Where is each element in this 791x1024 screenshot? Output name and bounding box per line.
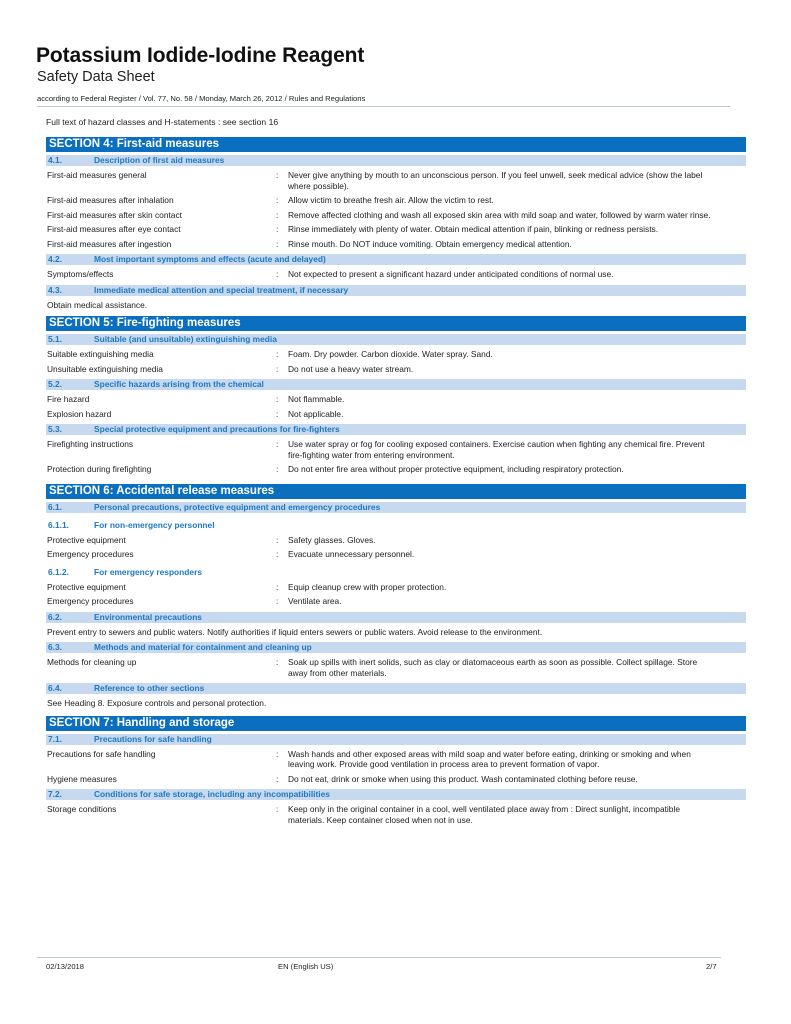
rows-5-2: [46, 394, 746, 419]
subsection-6-2-heading: [46, 612, 746, 623]
field-label: Protection during firefighting: [47, 464, 152, 474]
field-separator: :: [276, 195, 279, 205]
field-row: [46, 774, 746, 785]
field-separator: :: [276, 349, 279, 359]
field-value: Rinse mouth. Do NOT induce vomiting. Obtain emergency medical attention.: [288, 238, 572, 249]
field-separator: :: [276, 581, 279, 592]
field-row: [46, 657, 746, 678]
subsection-6-1-1-heading: [46, 519, 746, 531]
field-separator: :: [276, 439, 279, 449]
field-separator: :: [276, 224, 279, 234]
field-label: Emergency procedures: [47, 549, 134, 559]
footer-divider: [37, 957, 721, 958]
field-label: First-aid measures after skin contact: [47, 209, 182, 220]
field-separator: :: [276, 394, 279, 404]
header-divider: [37, 106, 730, 107]
field-separator: :: [276, 534, 279, 545]
subsection-title: Environmental precautions: [94, 611, 202, 622]
field-value: Evacuate unnecessary personnel.: [288, 549, 415, 559]
subsection-title: Precautions for safe handling: [94, 733, 212, 744]
field-value: Allow victim to breathe fresh air. Allow the victim to rest.: [288, 195, 494, 205]
subsection-number: 5.2.: [48, 379, 62, 389]
field-separator: :: [276, 363, 279, 374]
subsection-number: 4.3.: [48, 284, 62, 295]
field-label: Storage conditions: [47, 804, 117, 814]
field-label: Unsuitable extinguishing media: [47, 363, 163, 374]
field-value: Never give anything by mouth to an unconscious person. If you feel unwell, seek medical advice (show the label where possible).: [288, 170, 703, 191]
field-value: Rinse immediately with plenty of water. Obtain medical attention if pain, blinking or redness persists.: [288, 224, 659, 234]
document-title: Potassium Iodide-Iodine Reagent: [36, 44, 365, 67]
subsection-number: 6.1.1.: [48, 519, 69, 530]
subsection-6-4-heading: [46, 683, 746, 694]
field-label: First-aid measures general: [47, 170, 147, 180]
field-row: [46, 549, 746, 560]
field-separator: :: [276, 170, 279, 180]
field-value: Keep only in the original container in a cool, well ventilated place away from : Direct sunlight, incompatible materials. Keep container closed when not in use.: [288, 804, 680, 825]
field-label: Emergency procedures: [47, 596, 134, 606]
subsection-5-2-heading: [46, 379, 746, 390]
field-label: Suitable extinguishing media: [47, 349, 154, 359]
subsection-number: 6.2.: [48, 611, 62, 622]
field-row: [46, 464, 746, 475]
field-separator: :: [276, 238, 279, 249]
subsection-4-3-heading: [46, 285, 746, 296]
section-5-heading: SECTION 5: Fire-fighting measures: [46, 316, 746, 331]
field-label: Explosion hazard: [47, 408, 112, 419]
subsection-4-1-heading: [46, 155, 746, 166]
subsection-number: 6.1.: [48, 501, 62, 512]
subsection-7-2-heading: [46, 789, 746, 800]
subsection-5-3-heading: [46, 424, 746, 435]
field-value: Remove affected clothing and wash all exposed skin area with mild soap and water, followed by warm water rinse.: [288, 209, 711, 220]
field-separator: :: [276, 773, 279, 784]
field-label: Protective equipment: [47, 534, 126, 545]
field-separator: :: [276, 596, 279, 606]
subsection-title: Reference to other sections: [94, 683, 205, 693]
subsection-6-1-heading: [46, 502, 746, 513]
field-row: [46, 349, 746, 360]
field-value: Use water spray or fog for cooling exposed containers. Exercise caution when fighting any chemical fire. Prevent fire-fighting water from entering environment.: [288, 439, 705, 460]
rows-4-2: [46, 269, 746, 280]
field-value: Not applicable.: [288, 408, 344, 419]
field-label: Protective equipment: [47, 581, 126, 592]
subsection-title: For emergency responders: [94, 566, 202, 577]
paragraph-6-2: Prevent entry to sewers and public waters. Notify authorities if liquid enters sewers or public waters. Avoid release to the environment.: [47, 626, 543, 637]
rows-6-1-2: [46, 582, 746, 607]
field-row: [46, 364, 746, 375]
subsection-number: 5.3.: [48, 424, 62, 434]
subsection-title: Personal precautions, protective equipment and emergency procedures: [94, 501, 381, 512]
subsection-number: 7.2.: [48, 789, 62, 799]
field-label: Methods for cleaning up: [47, 657, 137, 667]
subsection-6-1-2-heading: [46, 566, 746, 578]
subsection-title: Special protective equipment and precautions for fire-fighters: [94, 424, 340, 434]
subsection-title: Methods and material for containment and cleaning up: [94, 642, 312, 652]
field-label: Precautions for safe handling: [47, 748, 156, 759]
section-6-heading: SECTION 6: Accidental release measures: [46, 484, 746, 499]
field-label: Fire hazard: [47, 394, 90, 404]
subsection-4-2-heading: [46, 254, 746, 265]
footer-page-number: 2/7: [706, 962, 717, 971]
rows-6-1-1: [46, 535, 746, 560]
field-separator: :: [276, 657, 279, 667]
field-row: [46, 596, 746, 607]
subsection-number: 6.4.: [48, 683, 62, 693]
rows-5-1: [46, 349, 746, 374]
field-separator: :: [276, 549, 279, 559]
field-value: Do not use a heavy water stream.: [288, 363, 414, 374]
paragraph-6-4: See Heading 8. Exposure controls and personal protection.: [47, 698, 267, 708]
field-separator: :: [276, 269, 279, 279]
subsection-number: 5.1.: [48, 334, 62, 344]
field-row: [46, 535, 746, 546]
field-row: [46, 749, 746, 770]
paragraph-4-3: Obtain medical assistance.: [47, 299, 148, 310]
field-label: Hygiene measures: [47, 773, 117, 784]
full-text-note: Full text of hazard classes and H-statements : see section 16: [46, 117, 279, 127]
regulation-reference: according to Federal Register / Vol. 77, No. 58 / Monday, March 26, 2012 / Rules and Regulations: [37, 94, 366, 103]
field-row: [46, 439, 746, 460]
field-row: [46, 409, 746, 420]
field-row: [46, 804, 746, 825]
rows-7-2: [46, 804, 746, 825]
sds-content: [46, 137, 746, 825]
rows-5-3: [46, 439, 746, 475]
field-row: [46, 582, 746, 593]
field-separator: :: [276, 408, 279, 419]
subsection-number: 6.3.: [48, 642, 62, 652]
document-subtitle: Safety Data Sheet: [37, 69, 155, 85]
subsection-number: 4.2.: [48, 254, 62, 264]
section-4-heading: SECTION 4: First-aid measures: [46, 137, 746, 152]
section-7-heading: SECTION 7: Handling and storage: [46, 716, 746, 731]
subsection-number: 7.1.: [48, 733, 62, 744]
field-row: [46, 210, 746, 221]
subsection-7-1-heading: [46, 734, 746, 745]
rows-7-1: [46, 749, 746, 785]
footer-language: EN (English US): [278, 962, 334, 971]
subsection-title: Immediate medical attention and special treatment, if necessary: [94, 284, 349, 295]
field-row: [46, 170, 746, 191]
field-label: First-aid measures after ingestion: [47, 238, 172, 249]
field-value: Soak up spills with inert solids, such as clay or diatomaceous earth as soon as possible. Collect spillage. Store away from other materials.: [288, 657, 698, 678]
field-value: Not expected to present a significant hazard under anticipated conditions of normal use.: [288, 269, 614, 279]
subsection-title: For non-emergency personnel: [94, 519, 215, 530]
field-label: Firefighting instructions: [47, 439, 134, 449]
subsection-number: 6.1.2.: [48, 566, 69, 577]
subsection-number: 4.1.: [48, 155, 62, 165]
subsection-6-3-heading: [46, 642, 746, 653]
field-label: First-aid measures after eye contact: [47, 224, 181, 234]
footer-date: 02/13/2018: [46, 962, 85, 971]
field-row: [46, 394, 746, 405]
field-separator: :: [276, 209, 279, 220]
subsection-title: Conditions for safe storage, including any incompatibilities: [94, 789, 330, 799]
subsection-title: Description of first aid measures: [94, 155, 225, 165]
subsection-title: Most important symptoms and effects (acute and delayed): [94, 254, 326, 264]
field-value: Equip cleanup crew with proper protection.: [288, 581, 447, 592]
field-value: Safety glasses. Gloves.: [288, 534, 376, 545]
subsection-title: Suitable (and unsuitable) extinguishing media: [94, 334, 277, 344]
field-value: Wash hands and other exposed areas with mild soap and water before eating, drinking or smoking and when leaving work. Provide good ventilation in process area to prevent formation of vapor.: [288, 748, 691, 769]
field-value: Foam. Dry powder. Carbon dioxide. Water spray. Sand.: [288, 349, 493, 359]
field-value: Do not eat, drink or smoke when using this product. Wash contaminated clothing before reuse.: [288, 773, 638, 784]
field-label: First-aid measures after inhalation: [47, 195, 174, 205]
field-separator: :: [276, 804, 279, 814]
rows-4-1: [46, 170, 746, 249]
field-row: [46, 224, 746, 235]
subsection-5-1-heading: [46, 334, 746, 345]
field-value: Not flammable.: [288, 394, 345, 404]
subsection-title: Specific hazards arising from the chemical: [94, 379, 264, 389]
field-row: [46, 195, 746, 206]
field-row: [46, 239, 746, 250]
field-value: Do not enter fire area without proper protective equipment, including respiratory protection.: [288, 464, 624, 474]
field-row: [46, 269, 746, 280]
field-separator: :: [276, 464, 279, 474]
field-label: Symptoms/effects: [47, 269, 114, 279]
field-value: Ventilate area.: [288, 596, 342, 606]
rows-6-3: [46, 657, 746, 678]
field-separator: :: [276, 748, 279, 759]
